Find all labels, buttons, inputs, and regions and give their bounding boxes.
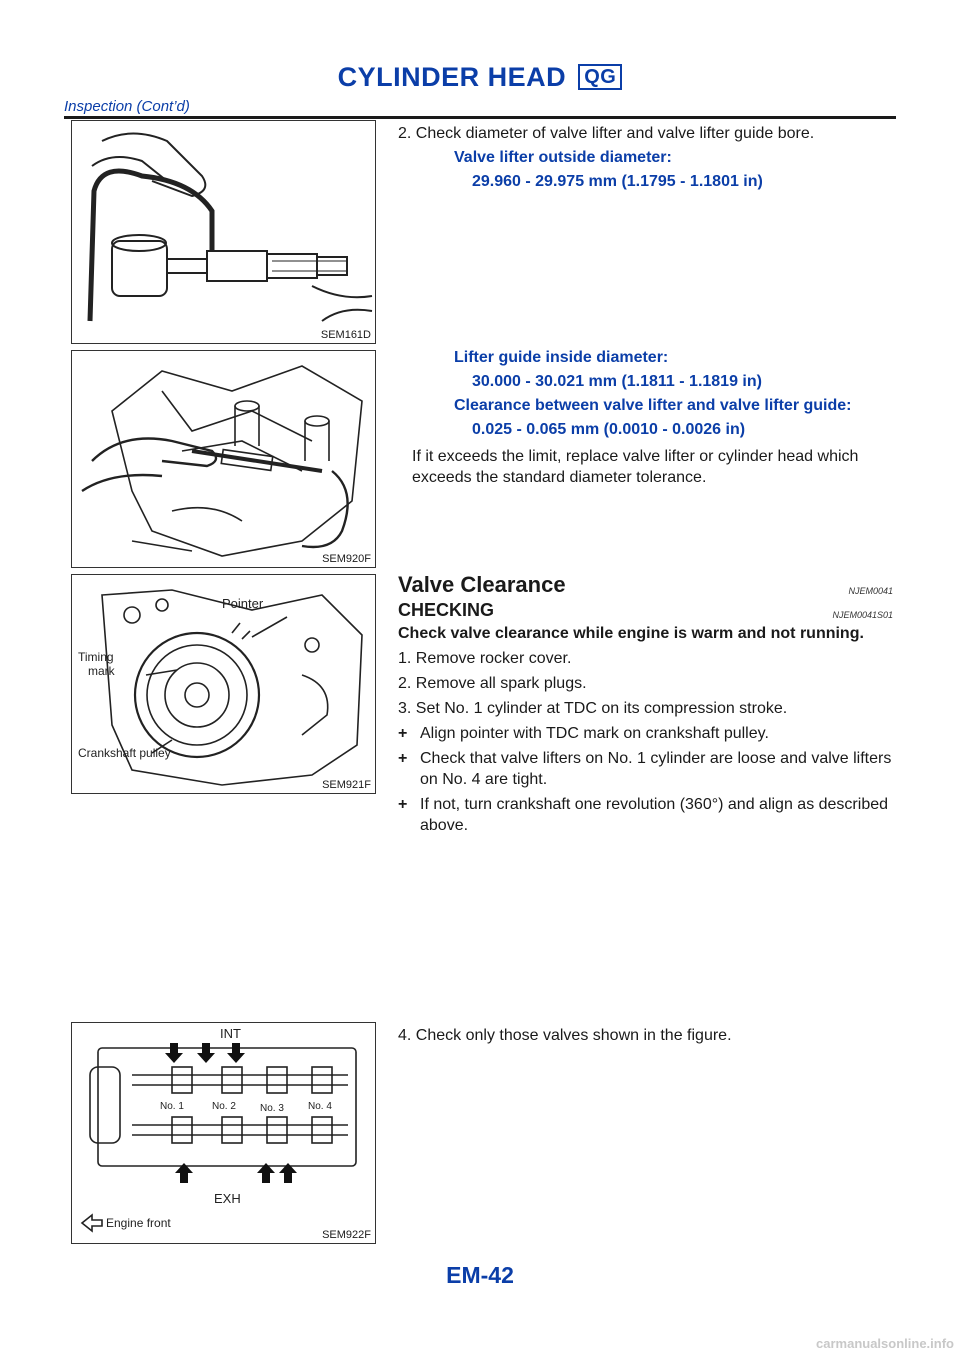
page-title: [0, 62, 960, 93]
figure-sem921f: [71, 574, 376, 794]
figure-caption: SEM922F: [322, 1229, 371, 1241]
section-title: CYLINDER HEAD: [337, 62, 567, 92]
section-ref: NJEM0041: [848, 586, 893, 596]
step-2-note: If it exceeds the limit, replace valve lifter or cylinder head which exceeds the standard diameter tolerance.: [412, 448, 859, 486]
label-timing-1: Timing: [78, 650, 114, 664]
label-crankshaft-pulley: Crankshaft pulley: [78, 746, 171, 760]
bullet-text: Align pointer with TDC mark on crankshaft pulley.: [420, 725, 769, 742]
label-cyl-1: No. 1: [160, 1101, 184, 1112]
step-item: 1. Remove rocker cover.: [398, 650, 572, 667]
figure-sem161d: [71, 120, 376, 344]
valve-clearance-section: [398, 572, 893, 836]
page-number: EM-42: [446, 1262, 514, 1288]
watermark: carmanualsonline.info: [816, 1336, 954, 1351]
label-exh: EXH: [214, 1191, 241, 1206]
bore-gauge-illustration: [72, 351, 375, 567]
label-timing-2: mark: [88, 664, 115, 678]
figure-sem920f: [71, 350, 376, 568]
bullet-marker: +: [398, 796, 408, 813]
figure-sem922f: [71, 1022, 376, 1244]
label-int: INT: [220, 1026, 241, 1041]
spec-guide-id-label: Lifter guide inside diameter:: [454, 349, 669, 366]
bullet-text: Check that valve lifters on No. 1 cylinder are loose and valve lifters on No. 4 are tight.: [420, 750, 892, 788]
subsection-ref: NJEM0041S01: [832, 610, 893, 620]
checking-lead: Check valve clearance while engine is warm and not running.: [398, 625, 864, 642]
figure-caption: SEM161D: [320, 329, 371, 341]
engine-badge: QG: [578, 64, 622, 90]
label-engine-front: Engine front: [106, 1216, 171, 1230]
section-heading: Valve Clearance: [398, 572, 566, 597]
step-item: 2. Remove all spark plugs.: [398, 675, 587, 692]
page-subtitle: Inspection (Cont’d): [64, 98, 190, 115]
crankshaft-pulley-illustration: [72, 575, 375, 793]
label-pointer: Pointer: [222, 596, 264, 611]
step-2-specs: [398, 347, 893, 488]
spec-clearance-label: Clearance between valve lifter and valve lifter guide:: [454, 397, 852, 414]
spec-guide-id-value: 30.000 - 30.021 mm (1.1811 - 1.1819 in): [472, 373, 762, 390]
step-2-intro: 2. Check diameter of valve lifter and valve lifter guide bore.: [398, 125, 815, 142]
step-2-block: [398, 123, 893, 192]
bullet-item: [398, 723, 893, 744]
micrometer-illustration: [72, 121, 375, 343]
subsection-heading: CHECKING: [398, 600, 495, 620]
figure-caption: SEM921F: [322, 779, 371, 791]
label-cyl-2: No. 2: [212, 1101, 236, 1112]
spec-lifter-od-label: Valve lifter outside diameter:: [454, 149, 672, 166]
spec-lifter-od-value: 29.960 - 29.975 mm (1.1795 - 1.1801 in): [472, 173, 763, 190]
bullet-item: [398, 748, 893, 790]
camshaft-valve-illustration: [72, 1023, 375, 1243]
label-cyl-3: No. 3: [260, 1103, 284, 1114]
figure-caption: SEM920F: [322, 553, 371, 565]
label-cyl-4: No. 4: [308, 1101, 332, 1112]
bullet-item: [398, 794, 893, 836]
bullet-marker: +: [398, 750, 408, 767]
bullet-marker: +: [398, 725, 408, 742]
spec-clearance-value: 0.025 - 0.065 mm (0.0010 - 0.0026 in): [472, 421, 746, 438]
step-4-text: 4. Check only those valves shown in the figure.: [398, 1027, 732, 1044]
step-4-block: [398, 1025, 893, 1046]
step-item: 3. Set No. 1 cylinder at TDC on its compression stroke.: [398, 700, 788, 717]
header-rule: [64, 116, 896, 119]
bullet-text: If not, turn crankshaft one revolution (360°) and align as described above.: [420, 796, 889, 834]
